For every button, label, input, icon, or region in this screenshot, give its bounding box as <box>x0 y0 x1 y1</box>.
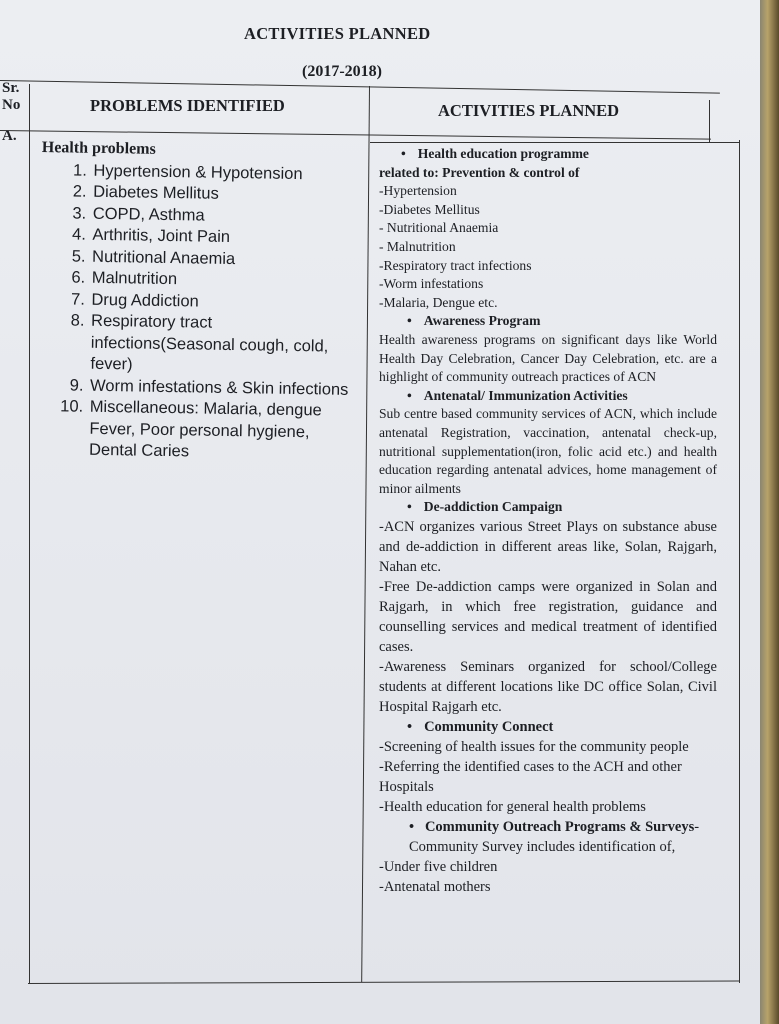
community-connect-list <box>379 737 717 817</box>
awareness-title: • Awareness Program <box>379 312 717 331</box>
list-item: 10. Miscellaneous: Malaria, dengue Fever, Poor personal hygiene, Dental Caries <box>87 397 358 466</box>
list-item: -Awareness Seminars organized for school/College students at different locations like DC office Solan, Civil Hospital Rajgarh etc. <box>379 658 717 715</box>
sr-no-header: Sr. No <box>2 80 21 113</box>
antenatal-text: Sub centre based community services of ACN, which include antenatal Registration, vaccination, antenatal check-up, nutritional supplementation(iron, folic acid etc.) and health education regarding antenatal advices, home management of minor ailments <box>379 406 717 496</box>
problems-heading: Health problems <box>41 138 156 158</box>
list-item: 4. Arthritis, Joint Pain <box>90 225 360 251</box>
list-item: -Screening of health issues for the community people <box>379 738 689 755</box>
list-item: - Nutritional Anaemia <box>379 220 499 236</box>
list-item: 6. Malnutrition <box>90 268 360 294</box>
list-item: -Free De-addiction camps were organized in Solan and Rajgarh, in which free registration, guidance and counselling services and medical treatment of identified cases. <box>379 578 717 655</box>
list-item: 8. Respiratory tract infections(Seasonal cough, cold, fever) <box>88 311 359 380</box>
list-item: -ACN organizes various Street Plays on substance abuse and de-addiction in different areas like, Solan, Rajgarh, Nahan etc. <box>379 518 717 575</box>
list-item: 5. Nutritional Anaemia <box>90 246 360 272</box>
community-connect-title: • Community Connect <box>379 717 717 737</box>
list-item: -Worm infestations <box>379 276 484 292</box>
page-title: ACTIVITIES PLANNED <box>244 24 431 43</box>
list-item: 1. Hypertension & Hypotension <box>91 160 361 186</box>
deaddiction-list <box>379 517 717 717</box>
list-item: -Health education for general health problems <box>379 798 646 815</box>
awareness-text: Health awareness programs on significant days like World Health Day Celebration, Cancer Day Celebration, etc. are a highlight of community outreach practices of ACN <box>379 331 717 385</box>
outreach-text: -Community Survey includes identification of, <box>409 818 700 855</box>
problems-cell <box>37 137 362 465</box>
deaddiction-title: • De-addiction Campaign <box>379 498 717 517</box>
problems-list <box>37 159 362 465</box>
list-item: -Diabetes Mellitus <box>379 201 480 217</box>
bullet-dot: • <box>409 818 425 835</box>
page-edge-background <box>760 0 779 1024</box>
activities-cell <box>379 145 717 897</box>
health-education-subtitle: related to: Prevention & control of <box>379 164 580 180</box>
list-item: 3. COPD, Asthma <box>91 203 361 229</box>
list-item: -Respiratory tract infections <box>379 257 532 273</box>
health-education-list <box>379 182 717 312</box>
list-item: -Under five children <box>379 858 498 875</box>
page-year: (2017-2018) <box>302 63 382 80</box>
list-item: - Malnutrition <box>379 238 456 254</box>
list-item: -Hypertension <box>379 183 457 199</box>
antenatal-title: • Antenatal/ Immunization Activities <box>379 387 717 406</box>
sr-no-value: A. <box>2 128 17 144</box>
list-item: -Malaria, Dengue etc. <box>379 294 498 310</box>
list-item: 7. Drug Addiction <box>89 289 359 315</box>
list-item: -Antenatal mothers <box>379 878 491 895</box>
outreach-title: Community Outreach Programs & Surveys <box>424 818 695 835</box>
activities-column-header: ACTIVITIES PLANNED <box>438 101 620 120</box>
list-item: -Referring the identified cases to the ACH and other Hospitals <box>379 758 682 795</box>
outreach-list <box>379 857 717 897</box>
problems-column-header: PROBLEMS IDENTIFIED <box>90 96 285 115</box>
list-item: 2. Diabetes Mellitus <box>91 182 361 208</box>
outreach-block <box>379 817 717 857</box>
list-item: 9. Worm infestations & Skin infections <box>88 375 358 401</box>
health-education-title: • Health education programme <box>379 145 717 164</box>
